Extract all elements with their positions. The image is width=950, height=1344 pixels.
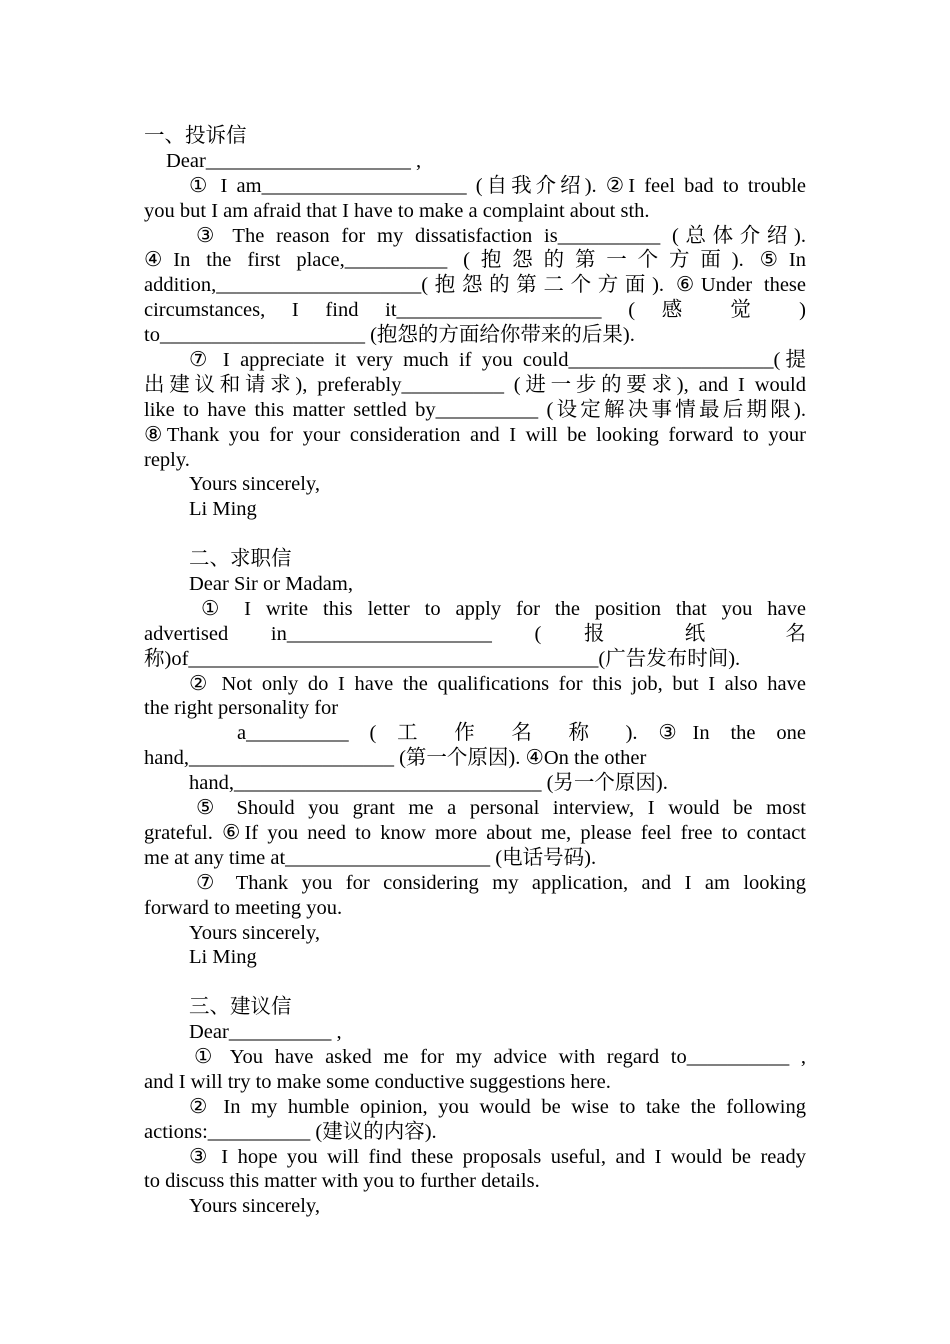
paragraph-line: ⑦ I appreciate it very much if you could____________________(提 (189, 349, 806, 372)
section-gap (144, 970, 806, 995)
paragraph-line: grateful. ⑥If you need to know more about me, please feel free to contact (144, 821, 806, 844)
paragraph-line: circumstances, I find it____________________ ( 感 觉 ) (144, 299, 806, 322)
paragraph-line: 出建议和请求), preferably__________ (进一步的要求), and I would (144, 373, 806, 396)
closing: Yours sincerely, (189, 921, 320, 944)
paragraph-line: ④In the first place,__________ (抱怨的第一个方面). ⑤In (144, 249, 806, 272)
paragraph-line: like to have this matter settled by__________ (设定解决事情最后期限). (144, 398, 806, 421)
closing: Yours sincerely, (189, 473, 320, 496)
signature: Li Ming (189, 498, 257, 521)
paragraph-line: you but I am afraid that I have to make a complaint about sth. (144, 199, 650, 222)
paragraph-line: forward to meeting you. (144, 896, 343, 919)
paragraph-line: ① I am____________________ (自我介绍). ②I feel bad to trouble (189, 174, 806, 197)
paragraph-line: a__________ ( 工 作 名 称 ). ③In the one (237, 722, 806, 745)
paragraph-line: ⑦ Thank you for considering my application, and I am looking (196, 871, 806, 894)
paragraph-line: hand,____________________ (第一个原因). ④On the other (144, 747, 647, 770)
closing: Yours sincerely, (189, 1195, 320, 1218)
paragraph-line: ① I write this letter to apply for the position that you have (201, 597, 806, 620)
paragraph-line: ② In my humble opinion, you would be wise to take the following (189, 1095, 806, 1118)
section-heading-complaint: 一、投诉信 (144, 125, 247, 147)
section-heading-job-application: 二、求职信 (189, 548, 292, 571)
section-gap (144, 522, 806, 547)
salutation: Dear__________ , (189, 1021, 342, 1044)
paragraph-line: ① You have asked me for my advice with regard to__________ , (194, 1045, 806, 1068)
paragraph-line: 称)of________________________________________(广告发布时间). (144, 647, 741, 670)
paragraph-line: reply. (144, 448, 190, 471)
paragraph-line: me at any time at____________________ (电话号码). (144, 846, 597, 869)
section-heading-advice: 三、建议信 (189, 996, 292, 1019)
paragraph-line: ⑧Thank you for your consideration and I will be looking forward to your (144, 423, 806, 446)
salutation: Dear Sir or Madam, (189, 573, 353, 596)
paragraph-line: ③ I hope you will find these proposals useful, and I would be ready (189, 1145, 806, 1168)
paragraph-line: to____________________ (抱怨的方面给你带来的后果). (144, 324, 635, 347)
paragraph-line: hand,______________________________ (另一个原因). (189, 772, 668, 795)
paragraph-line: addition,____________________(抱怨的第二个方面). ⑥Under these (144, 274, 806, 297)
paragraph-line: the right personality for (144, 697, 339, 720)
paragraph-line: ⑤ Should you grant me a personal interview, I would be most (196, 797, 806, 820)
signature: Li Ming (189, 946, 257, 969)
paragraph-line: to discuss this matter with you to further details. (144, 1170, 540, 1193)
salutation: Dear____________________ , (166, 149, 422, 172)
paragraph-line: ③ The reason for my dissatisfaction is__________ (总体介绍). (196, 224, 806, 247)
document-page (144, 124, 806, 1219)
paragraph-line: advertised in____________________ ( 报 纸 名 (144, 622, 806, 645)
paragraph-line: ② Not only do I have the qualifications for this job, but I also have (189, 672, 806, 695)
paragraph-line: and I will try to make some conductive suggestions here. (144, 1070, 611, 1093)
paragraph-line: actions:__________ (建议的内容). (144, 1120, 437, 1143)
